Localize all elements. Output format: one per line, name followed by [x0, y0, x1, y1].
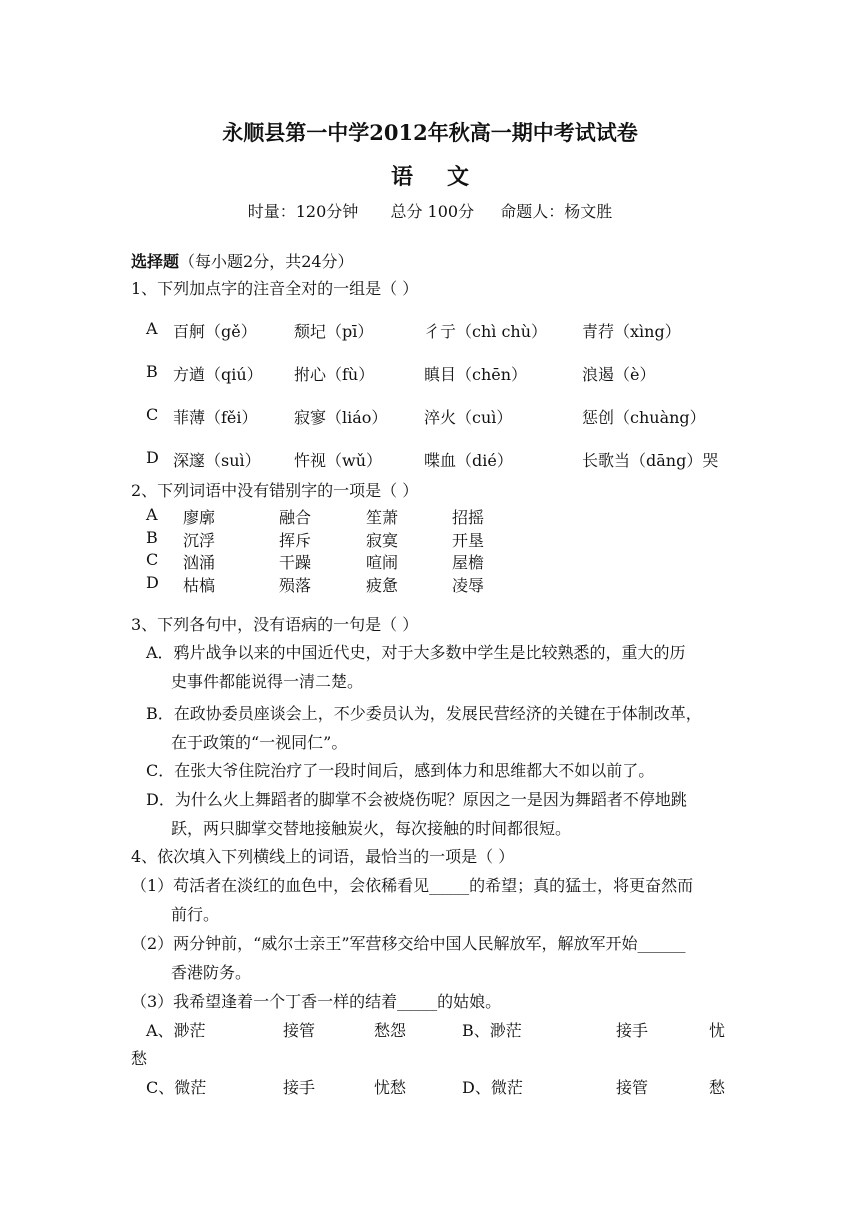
option-b-word2: 接手 [616, 1021, 649, 1040]
exam-title: 永顺县第一中学2012年秋高一期中考试试卷 [222, 120, 638, 145]
option-d-word3: 愁 [709, 1078, 726, 1097]
q2-option-item: 招摇 [452, 508, 485, 527]
q2-option-letter: D [146, 573, 159, 592]
q2-option-item: 沉浮 [183, 531, 216, 550]
q1-option-letter: A [146, 319, 158, 338]
question-3-line: D．为什么火上舞蹈者的脚掌不会被烧伤呢？原因之一是因为舞蹈者不停地跳 [146, 790, 687, 809]
q1-option-item: 长歌当（dāng）哭 [582, 451, 719, 470]
option-a-word3: 愁怨 [374, 1021, 407, 1040]
question-3-line: 史事件都能说得一清二楚。 [171, 672, 364, 691]
option-b-wrap: 愁 [131, 1049, 148, 1068]
question-4-line: （3）我希望逢着一个丁香一样的结着_____的姑娘。 [131, 992, 502, 1011]
q1-option-item: 颓圮（pī） [294, 322, 374, 341]
exam-total: 总分 100分 [390, 202, 475, 221]
question-4-line: 前行。 [171, 905, 220, 924]
option-b-word3: 忧 [709, 1021, 726, 1040]
q2-option-item: 汹涌 [183, 553, 216, 572]
q1-option-item: 菲薄（fěi） [173, 408, 258, 427]
section-name: 选择题 [131, 252, 180, 271]
q1-option-item: 方遒（qiú） [173, 365, 263, 384]
q2-option-item: 廖廓 [183, 508, 216, 527]
q1-option-item: 忤视（wǔ） [294, 451, 383, 470]
q1-option-item: 彳亍（chì chù） [424, 322, 548, 341]
question-3-stem: 3、下列各句中，没有语病的一句是（ ） [131, 615, 419, 634]
question-3-line: B．在政协委员座谈会上，不少委员认为，发展民营经济的关键在于体制改革， [146, 704, 702, 723]
option-b: B、渺茫 [462, 1021, 522, 1040]
q2-option-letter: B [146, 528, 158, 547]
q2-option-item: 喧闹 [366, 553, 399, 572]
section-note: （每小题2分，共24分） [179, 252, 354, 271]
q2-option-item: 挥斥 [279, 531, 312, 550]
q1-option-item: 浪遏（è） [582, 365, 656, 384]
q1-option-item: 淬火（cuì） [424, 408, 513, 427]
question-4-stem: 4、依次填入下列横线上的词语，最恰当的一项是（ ） [131, 847, 515, 866]
exam-author: 命题人：杨文胜 [500, 202, 613, 221]
option-d: D、微茫 [462, 1078, 523, 1097]
question-4-line: （1）苟活者在淡红的血色中，会依稀看见_____的希望；真的猛士，将更奋然而 [131, 876, 694, 895]
section-heading [131, 249, 354, 272]
exam-meta [0, 199, 860, 222]
q1-option-item: 喋血（dié） [424, 451, 513, 470]
question-3-line: C．在张大爷住院治疗了一段时间后，感到体力和思维都大不如以前了。 [146, 761, 655, 780]
q2-option-item: 疲惫 [366, 576, 399, 595]
option-c: C、微茫 [146, 1078, 207, 1097]
q2-option-item: 开垦 [452, 531, 485, 550]
question-3-line: 跃，两只脚掌交替地接触炭火，每次接触的时间都很短。 [171, 819, 572, 838]
question-2-stem: 2、下列词语中没有错别字的一项是（ ） [131, 481, 419, 500]
q2-option-item: 寂寞 [366, 531, 399, 550]
q2-option-item: 笙萧 [366, 508, 399, 527]
subject-heading: 语文 [390, 164, 503, 190]
question-3-line: 在于政策的“一视同仁”。 [171, 733, 348, 752]
q1-option-letter: C [146, 405, 159, 424]
q2-option-letter: A [146, 505, 158, 524]
q1-option-item: 百舸（gě） [173, 322, 257, 341]
exam-time: 时量：120分钟 [247, 202, 359, 221]
option-d-word2: 接管 [616, 1078, 649, 1097]
q2-option-item: 凌辱 [452, 576, 485, 595]
q2-option-item: 殒落 [279, 576, 312, 595]
q1-option-item: 青荇（xìng） [582, 322, 681, 341]
q1-option-item: 拊心（fù） [294, 365, 375, 384]
option-a: A、渺茫 [146, 1021, 206, 1040]
q2-option-item: 枯槁 [183, 576, 216, 595]
question-4-line: 香港防务。 [171, 963, 252, 982]
question-1-stem: 1、下列加点字的注音全对的一组是（ ） [131, 279, 419, 298]
q1-option-letter: D [146, 448, 159, 467]
q2-option-letter: C [146, 550, 159, 569]
option-a-word2: 接管 [283, 1021, 316, 1040]
option-c-word2: 接手 [283, 1078, 316, 1097]
q1-option-item: 瞋目（chēn） [424, 365, 528, 384]
q1-option-item: 深邃（suì） [173, 451, 261, 470]
question-3-line: A．鸦片战争以来的中国近代史，对于大多数中学生是比较熟悉的，重大的历 [146, 643, 686, 662]
option-c-word3: 忧愁 [374, 1078, 407, 1097]
q1-option-item: 惩创（chuàng） [582, 408, 706, 427]
q2-option-item: 融合 [279, 508, 312, 527]
q1-option-letter: B [146, 362, 158, 381]
q1-option-item: 寂寥（liáo） [294, 408, 388, 427]
q2-option-item: 干躁 [279, 553, 312, 572]
q2-option-item: 屋檐 [452, 553, 485, 572]
question-4-line: （2）两分钟前，“威尔士亲王”军营移交给中国人民解放军，解放军开始______ [131, 934, 686, 953]
